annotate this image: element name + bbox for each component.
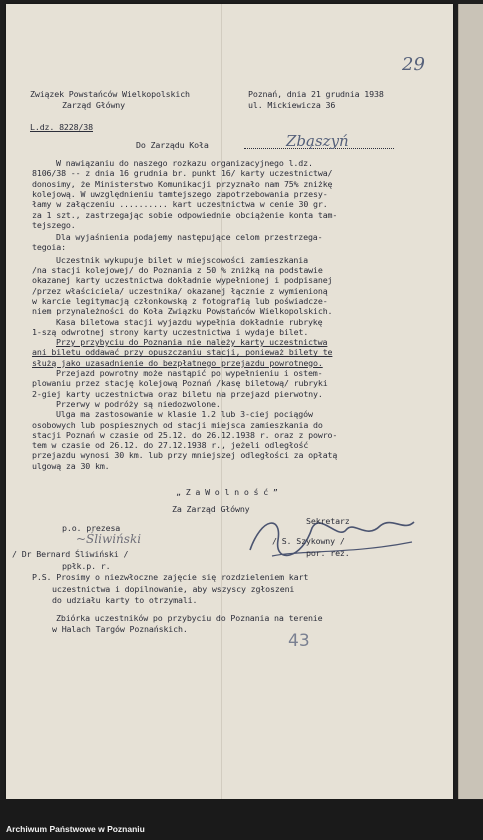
reference-number: L.dz. 8228/38 — [30, 122, 93, 132]
body-line: Przejazd powrotny może nastąpić po wypełnieniu i ostem- — [56, 368, 323, 378]
body-line: 2-giej karty uczestnictwa oraz biletu na przejazd pierwotny. — [32, 388, 323, 399]
body-line: stacji Poznań w czasie od 25.12. do 26.12.1938 r. oraz z powro- — [32, 429, 338, 440]
postscript-line: Zbiórka uczestników po przybyciu do Poznania na terenie — [56, 613, 323, 623]
body-line: 1-szą odwrotnej strony karty uczestnictwa i wydaje bilet. — [32, 326, 309, 337]
motto: „ Z a W o l n o ś ć ” — [176, 487, 278, 497]
page-fold — [221, 4, 222, 799]
body-line: tejszego. — [32, 219, 76, 230]
postscript-line: P.S. Prosimy o niezwłoczne zajęcie się rozdzieleniem kart — [32, 572, 309, 582]
body-line: W nawiązaniu do naszego rozkazu organizacyjnego l.dz. — [56, 158, 313, 168]
body-line: Ulga ma zastosowanie w klasie 1.2 lub 3-ciej pociągów — [56, 409, 313, 420]
body-line: Przerwy w podróży są niedozwolone. — [56, 398, 221, 409]
place-date: Poznań, dnia 21 grudnia 1938 — [248, 89, 384, 99]
left-signatory-name: / Dr Bernard Śliwiński / — [12, 549, 129, 559]
body-line: plowaniu przez stację kolejową Poznań /kasę biletową/ rubryki — [32, 378, 328, 389]
postscript-line: uczestnictwa i dopilnowanie, aby wszyscy zgłoszeni — [52, 584, 295, 594]
right-signatory-rank: por. rez. — [306, 548, 350, 558]
body-line: okazanej karty uczestnictwa dokładnie wypełnionej i podpisanej — [32, 275, 333, 286]
body-line: przejazdu wynosi 30 km. lub przy mniejszej odległości za opłatą — [32, 450, 338, 461]
body-line: Dla wyjaśnienia podajemy następujące celom przestrzega- — [56, 232, 323, 243]
archive-tab-strip — [458, 4, 483, 799]
addressee-handwritten: Zbąszyń — [286, 132, 349, 150]
body-line: Przy przybyciu do Poznania nie należy karty uczestnictwa — [56, 337, 328, 348]
body-line: za 1 szt., zastrzegając sobie odpowiednie obciążenie konta tam- — [32, 209, 338, 220]
body-line: łamy w załączeniu .......... kart uczestnictwa w cenie 30 gr. — [32, 199, 328, 210]
left-signatory-role: p.o. prezesa — [62, 523, 121, 533]
body-line: /na stacji kolejowej/ do Poznania z 50 % zniżką na podstawie — [32, 265, 323, 275]
body-line: /przez właściciela/ uczestnika/ okazanej łącznie z wymienioną — [32, 285, 328, 296]
body-line: Kasa biletowa stacji wyjazdu wypełnia dokładnie rubrykę — [56, 316, 323, 327]
right-signatory-name: / S. Szykowny / — [272, 536, 345, 546]
body-line: donosimy, że Ministerstwo Komunikacji przyznało nam 75% zniżkę — [32, 178, 333, 189]
body-line: Uczestnik wykupuje bilet w miejscowości zamieszkania — [56, 254, 308, 265]
left-signatory-rank: ppłk.p. r. — [62, 561, 111, 571]
right-signatory-role: Sekretarz — [306, 516, 350, 526]
body-line: 8106/38 -- z dnia 16 grudnia br. punkt 16/ karty uczestnictwa/ — [32, 168, 333, 179]
body-line: niem przynależności do Koła Związku Powstańców Wielkopolskich. — [32, 306, 333, 317]
address: ul. Mickiewicza 36 — [248, 100, 336, 110]
postscript-line: w Halach Targów Poznańskich. — [52, 624, 188, 634]
body-line: służą jako uzasadnienie do bezpłatnego przejazdu powrotnego. — [32, 357, 323, 368]
page-number: 29 — [402, 54, 425, 75]
org-line2: Zarząd Główny — [62, 100, 125, 110]
postscript-line: do udziału karty to otrzymali. — [52, 595, 198, 605]
body-line: w karcie legitymacją członkowską z fotografią lub poświadcze- — [32, 295, 328, 306]
archive-footer — [0, 800, 483, 840]
board-line: Za Zarząd Główny — [172, 504, 250, 514]
pencil-number: 43 — [288, 631, 310, 651]
body-line: osobowych lub pospiesznych od stacji miejsca zamieszkania do — [32, 419, 323, 430]
body-line: tegoia: — [32, 242, 66, 253]
body-line: ani biletu oddawać przy opuszczaniu stacji, ponieważ bilety te — [32, 347, 333, 358]
addressee-prefix: Do Zarządu Koła — [136, 140, 209, 150]
document-page — [6, 4, 453, 799]
body-line: ulgową za 30 km. — [32, 460, 110, 471]
archive-name: Archiwum Państwowe w Poznaniu — [6, 824, 145, 834]
body-line: kolejową. W uwzględnieniu tamtejszego zapotrzebowania przesy- — [32, 188, 328, 199]
left-signature: ~Śliwiński — [76, 532, 142, 546]
org-line1: Związek Powstańców Wielkopolskich — [30, 89, 190, 99]
body-line: tem w czasie od 26.12. do 27.12.1938 r., jeżeli odległość — [32, 440, 309, 451]
